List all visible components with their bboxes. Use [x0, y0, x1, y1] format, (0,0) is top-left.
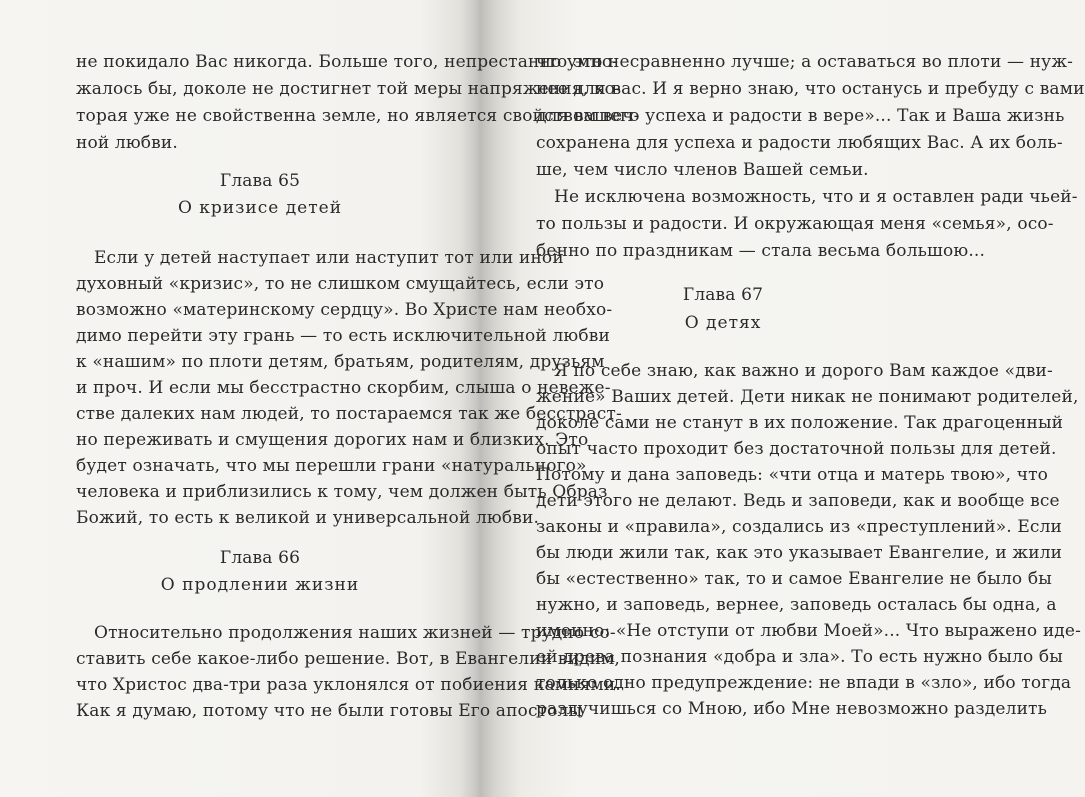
text-line: разлучишься со Мною, ибо Мне невозможно разделить — [536, 699, 1048, 719]
text-line: димо перейти эту грань — то есть исключительной любви — [76, 326, 610, 346]
text-line: жалось бы, доколе не достигнет той меры напряжения, ко- — [76, 79, 621, 99]
chapter-title: О продлении жизни — [160, 575, 360, 595]
text-line: нужно, и заповедь, вернее, заповедь осталась бы одна, а — [536, 595, 1057, 615]
text-line: бы люди жили так, как это указывает Евангелие, и жили — [536, 543, 1063, 563]
text-line: только одно предупреждение: не впади в «зло», ибо тогда — [536, 673, 1072, 693]
text-line: ей древа познания «добра и зла». То есть нужно было бы — [536, 647, 1063, 667]
text-line: законы и «правила», создались из «преступлений». Если — [536, 517, 1063, 537]
text-line: дети этого не делают. Ведь и заповеди, как и вообще все — [536, 491, 1060, 511]
text-line: и проч. И если мы бесстрастно скорбим, слыша о невеже- — [76, 378, 611, 398]
text-line: Относительно продолжения наших жизней — трудно со- — [94, 623, 616, 643]
text-line: Как я думаю, потому что не были готовы Его апостолы — [76, 701, 583, 721]
text-line: сохранена для успеха и радости любящих Вас. А их боль- — [536, 133, 1063, 153]
text-line: ной любви. — [76, 133, 178, 153]
chapter-title: О детях — [684, 313, 762, 333]
text-line: что это несравненно лучше; а оставаться во плоти — нуж- — [536, 52, 1074, 72]
text-line: жение» Ваших детей. Дети никак не понимают родителей, — [536, 387, 1079, 407]
chapter-heading: Глава 67 — [682, 285, 764, 305]
text-line: бенно по праздникам — стала весьма большою... — [536, 241, 985, 261]
text-line: ставить себе какое-либо решение. Вот, в Евангелии видим, — [76, 649, 620, 669]
text-line: нее для вас. И я верно знаю, что останусь и пребуду с вами — [536, 79, 1085, 99]
text-line: к «нашим» по плоти детям, братьям, родителям, друзьям — [76, 352, 605, 372]
text-line: именно: «Не отступи от любви Моей»... Что выражено иде- — [536, 621, 1082, 641]
text-line: не покидало Вас никогда. Больше того, непрестанно умно- — [76, 52, 619, 72]
text-line: Божий, то есть к великой и универсальной любви. — [76, 508, 540, 528]
text-line: духовный «кризис», то не слишком смущайтесь, если это — [76, 274, 605, 294]
text-line: стве далеких нам людей, то постараемся так же бесстраст- — [76, 404, 622, 424]
text-line: торая уже не свойственна земле, но является свойством веч- — [76, 106, 640, 126]
text-line: ше, чем число членов Вашей семьи. — [536, 160, 869, 180]
text-line: Не исключена возможность, что и я оставлен ради чьей- — [554, 187, 1078, 207]
chapter-title: О кризисе детей — [177, 198, 343, 218]
text-line: то пользы и радости. И окружающая меня «семья», осо- — [536, 214, 1054, 234]
text-line: Я по себе знаю, как важно и дорого Вам каждое «дви- — [554, 361, 1053, 381]
text-line: возможно «материнскому сердцу». Во Христе нам необхо- — [76, 300, 613, 320]
text-line: будет означать, что мы перешли грани «натурального» — [76, 456, 587, 476]
text-line: но переживать и смущения дорогих нам и близких. Это — [76, 430, 589, 450]
chapter-heading: Глава 66 — [219, 548, 301, 568]
text-line: опыт часто проходит без достаточной пользы для детей. — [536, 439, 1057, 459]
text-line: что Христос два-три раза уклонялся от побиения камнями. — [76, 675, 621, 695]
text-line: доколе сами не станут в их положение. Так драгоценный — [536, 413, 1064, 433]
text-line: Потому и дана заповедь: «чти отца и матерь твою», что — [536, 465, 1049, 485]
text-line: Если у детей наступает или наступит тот или иной — [94, 248, 564, 268]
right-page — [500, 0, 1085, 797]
text-line: для вашего успеха и радости в вере»... Так и Ваша жизнь — [536, 106, 1065, 126]
chapter-heading: Глава 65 — [219, 171, 301, 191]
text-line: бы «естественно» так, то и самое Евангелие не было бы — [536, 569, 1052, 589]
text-line: человека и приблизились к тому, чем должен быть Образ — [76, 482, 608, 502]
